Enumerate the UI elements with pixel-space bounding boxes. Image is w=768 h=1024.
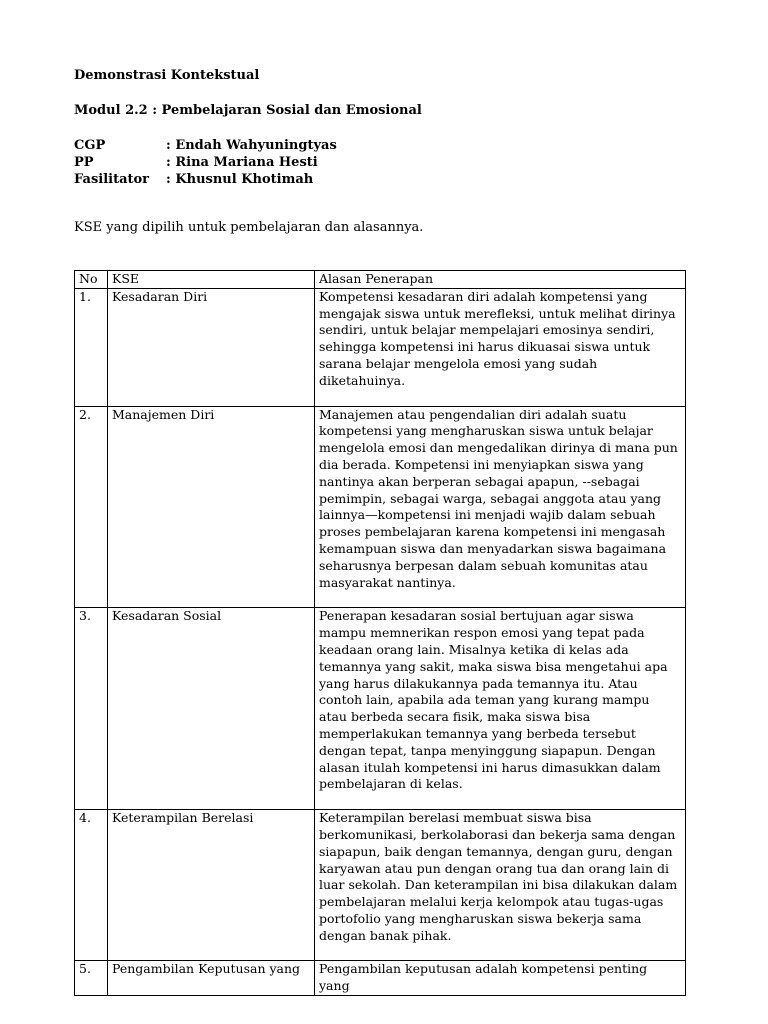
cell-alasan: Penerapan kesadaran sosial bertujuan agar siswa mampu memnerikan respon emosi yang tepat pada keadaan orang lain. Misalnya ketika di kelas ada temannya yang sakit, maka siswa bisa mengetahui apa yang harus dilakukannya pada temannya itu. Atau contoh lain, apabila ada teman yang kurang mampu atau berbeda secara fisik, maka siswa bisa memperlakukan temannya yang berbeda tersebut dengan tepat, tanpa menyinggung siapapun. Dengan alasan itulah kompetensi ini harus dimasukkan dalam pembelajaran di kelas. (315, 608, 686, 810)
table-row (75, 961, 686, 996)
cell-no: 3. (75, 608, 108, 810)
table-row (75, 810, 686, 961)
meta-block (74, 137, 337, 188)
meta-row-cgp (74, 137, 337, 154)
cell-kse: Kesadaran Sosial (108, 608, 315, 810)
header-alasan: Alasan Penerapan (315, 271, 686, 289)
meta-value: : Endah Wahyuningtyas (166, 138, 337, 153)
header-kse: KSE (108, 271, 315, 289)
cell-no: 5. (75, 961, 108, 996)
cell-no: 1. (75, 288, 108, 406)
meta-label: PP (74, 155, 94, 170)
meta-value: : Khusnul Khotimah (166, 172, 314, 187)
meta-row-pp (74, 154, 337, 171)
header-no: No (75, 271, 108, 289)
cell-no: 4. (75, 810, 108, 961)
cell-kse: Manajemen Diri (108, 406, 315, 608)
table-row (75, 608, 686, 810)
cell-kse: Pengambilan Keputusan yang (108, 961, 315, 996)
kse-table (74, 270, 686, 996)
cell-alasan: Kompetensi kesadaran diri adalah kompetensi yang mengajak siswa untuk merefleksi, untuk melihat dirinya sendiri, untuk belajar mempelajari emosinya sendiri, sehingga kompetensi ini harus dikuasai siswa untuk sarana belajar mengelola emosi yang sudah diketahuinya. (315, 288, 686, 406)
meta-value: : Rina Mariana Hesti (166, 155, 318, 170)
cell-kse: Keterampilan Berelasi (108, 810, 315, 961)
cell-kse: Kesadaran Diri (108, 288, 315, 406)
cell-no: 2. (75, 406, 108, 608)
table-row (75, 406, 686, 608)
document-title: Demonstrasi Kontekstual (74, 68, 260, 83)
cell-alasan: Pengambilan keputusan adalah kompetensi penting yang (315, 961, 686, 996)
meta-label: Fasilitator (74, 172, 150, 187)
cell-alasan: Manajemen atau pengendalian diri adalah suatu kompetensi yang mengharuskan siswa untuk belajar mengelola emosi dan mengedalikan dirinya di mana pun dia berada. Kompetensi ini menyiapkan siswa yang nantinya akan berperan sebagai apapun, --sebagai pemimpin, sebagai warga, sebagai anggota atau yang lainnya—kompetensi ini menjadi wajib dalam sebuah proses pembelajaran karena kompetensi ini mengasah kemampuan siswa dan menyadarkan siswa bagaimana seharusnya berpesan dalam sebuah komunitas atau masyarakat nantinya. (315, 406, 686, 608)
meta-label: CGP (74, 138, 106, 153)
module-title: Modul 2.2 : Pembelajaran Sosial dan Emosional (74, 103, 422, 118)
intro-text: KSE yang dipilih untuk pembelajaran dan alasannya. (74, 220, 424, 235)
table-header-row (75, 271, 686, 289)
meta-row-fasilitator (74, 171, 337, 188)
table-row (75, 288, 686, 406)
cell-alasan: Keterampilan berelasi membuat siswa bisa berkomunikasi, berkolaborasi dan bekerja sama dengan siapapun, baik dengan temannya, dengan guru, dengan karyawan atau pun dengan orang tua dan orang lain di luar sekolah. Dan keterampilan ini bisa dilakukan dalam pembelajaran melalui kerja kelompok atau tugas-ugas portofolio yang mengharuskan siswa bekerja sama dengan banak pihak. (315, 810, 686, 961)
